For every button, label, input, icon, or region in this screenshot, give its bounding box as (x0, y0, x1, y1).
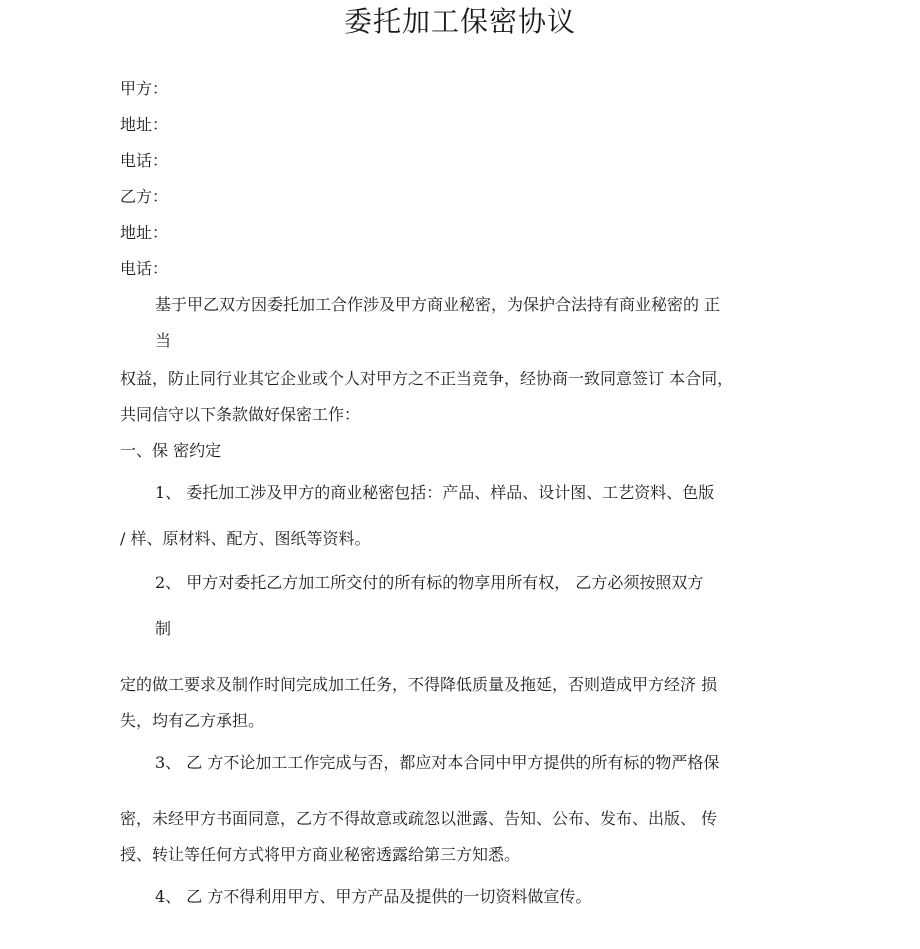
section-heading: 一、保 密约定 (120, 441, 222, 460)
party-b-label: 乙方： (120, 187, 169, 206)
clause-3-line: 3、 乙 方不论加工工作完成与否，都应对本合同中甲方提供的所有标的物严格保 (155, 753, 720, 772)
party-a-phone-label: 电话： (120, 151, 169, 170)
clause-2-line: 2、 甲方对委托乙方加工所交付的所有标的物享用所有权， 乙方必须按照双方 (155, 573, 704, 592)
preamble-line: 权益，防止同行业其它企业或个人对甲方之不正当竞争，经协商一致同意签订 本合同， (120, 369, 734, 388)
party-b-address-label: 地址： (120, 223, 169, 242)
clause-1-line: / 样、原材料、配方、图纸等资料。 (120, 529, 371, 548)
preamble-line: 共同信守以下条款做好保密工作： (120, 405, 361, 424)
clause-3-line: 授、转让等任何方式将甲方商业秘密透露给第三方知悉。 (120, 845, 521, 864)
clause-1-line: 1、 委托加工涉及甲方的商业秘密包括：产品、样品、设计图、工艺资料、色版 (155, 483, 715, 502)
clause-2-line: 制 (155, 619, 172, 638)
party-a-label: 甲方： (120, 79, 169, 98)
document-title: 委托加工保密协议 (343, 5, 576, 38)
preamble-line: 当 (155, 331, 172, 350)
party-a-address-label: 地址： (120, 115, 169, 134)
clause-2-line: 失，均有乙方承担。 (120, 711, 265, 730)
clause-2-line: 定的做工要求及制作时间完成加工任务，不得降低质量及拖延，否则造成甲方经济 损 (120, 675, 718, 694)
preamble-line: 基于甲乙双方因委托加工合作涉及甲方商业秘密，为保护合法持有商业秘密的 正 (155, 295, 721, 314)
party-b-phone-label: 电话： (120, 259, 169, 278)
clause-3-line: 密，未经甲方书面同意，乙方不得故意或疏忽以泄露、告知、公布、发布、出版、 传 (120, 809, 718, 828)
clause-4-line: 4、 乙 方不得利用甲方、甲方产品及提供的一切资料做宣传。 (155, 887, 592, 906)
